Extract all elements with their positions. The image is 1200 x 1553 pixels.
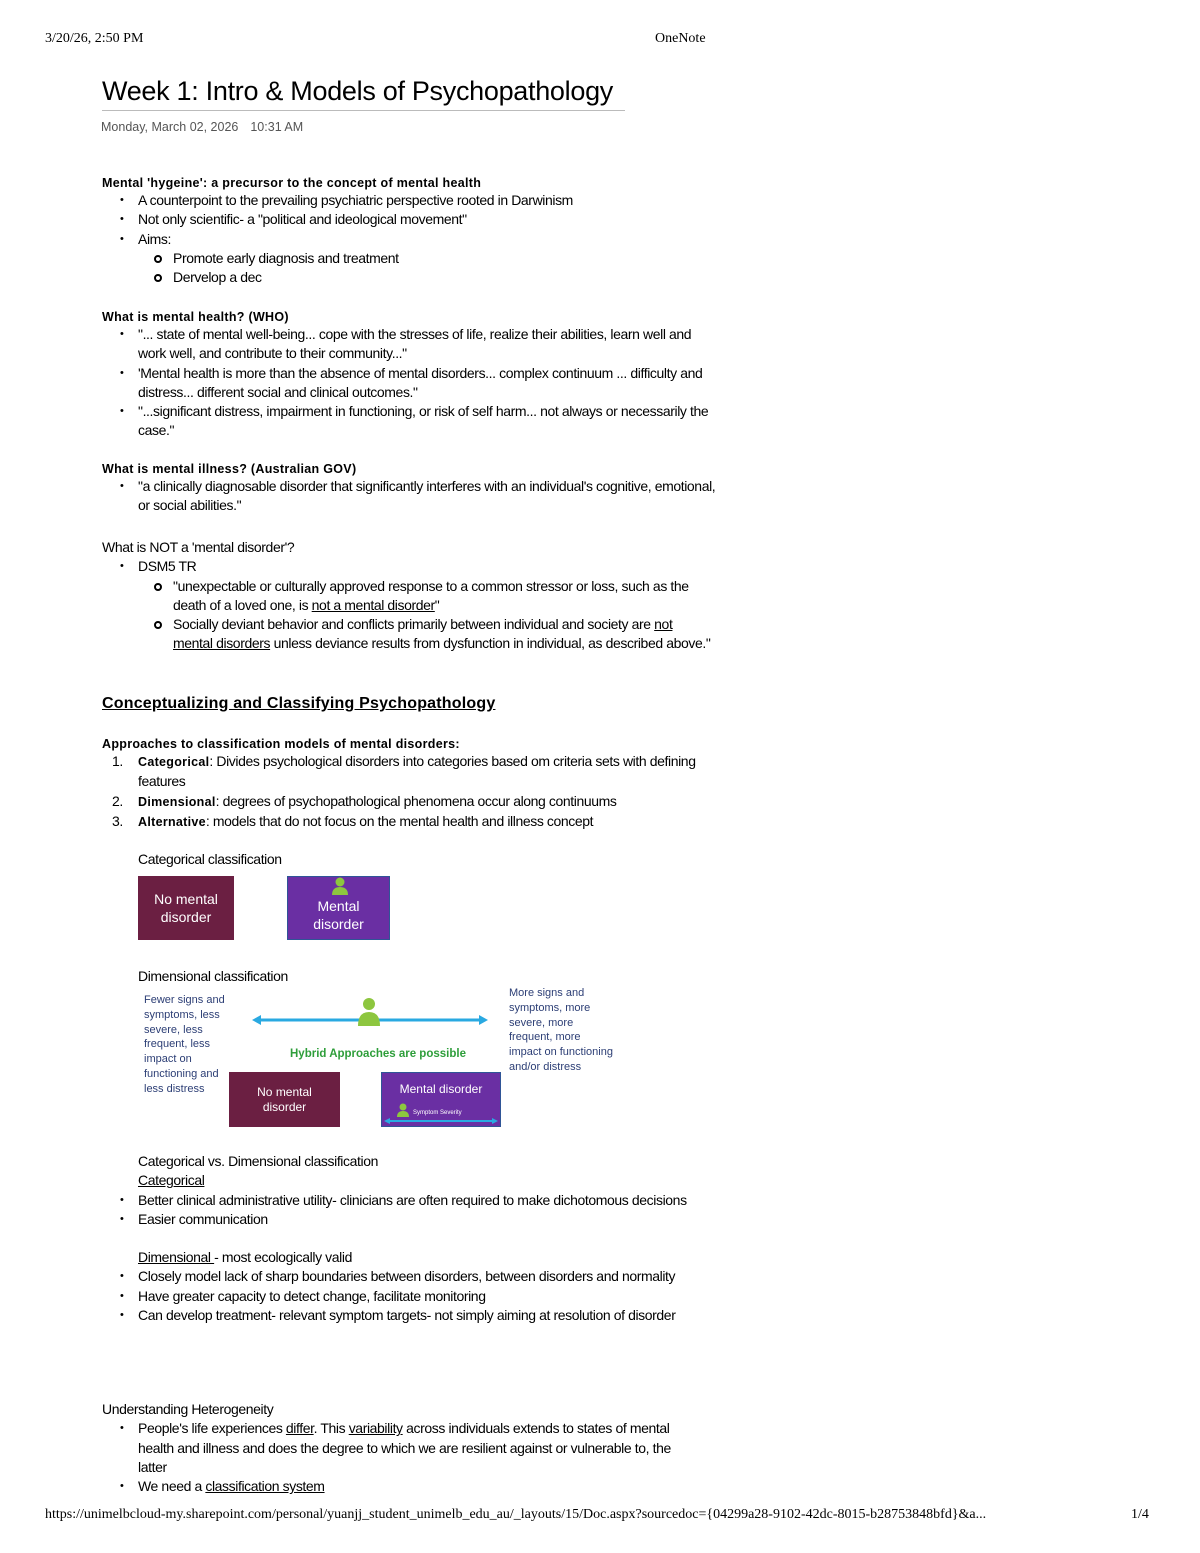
continuum-arrow-icon [250, 996, 490, 1032]
list-item: • "a clinically diagnosable disorder that significantly interferes with an individual's cognitive, emotional, or social abilities." [102, 477, 722, 516]
numbered-item [102, 752, 712, 792]
section-mental-health [102, 310, 712, 441]
subheading-categorical: Categorical [138, 1172, 205, 1189]
more-symptoms-text: More signs and symptoms, more severe, more frequent, more impact on functioning and/or distress [509, 987, 613, 1073]
underlined-text: variability [348, 1420, 403, 1437]
text-run: People's life experiences [138, 1420, 286, 1437]
section-heading-classifying: Conceptualizing and Classifying Psychopathology [102, 695, 496, 712]
text-run: We need a [138, 1478, 206, 1495]
underlined-text: not mental disorders [173, 616, 673, 652]
list-item [102, 1477, 702, 1496]
box-label: Mental disorder [313, 898, 364, 932]
text-run: " [434, 596, 440, 613]
person-icon [331, 877, 349, 895]
list-item: • "...significant distress, impairment in functioning, or risk of self harm... not always or necessarily the case." [102, 402, 712, 441]
section-approaches [102, 737, 712, 832]
item-desc: : models that do not focus on the mental health and illness concept [205, 812, 594, 829]
box-label: No mental disorder [257, 1084, 312, 1114]
list-item: • Aims: [102, 230, 722, 249]
underlined-text: Dimensional [138, 1249, 215, 1266]
section-hygiene [102, 176, 722, 287]
section-heading: Understanding Heterogeneity [102, 1401, 274, 1417]
section-comparison [102, 1152, 702, 1325]
item-desc: : degrees of psychopathological phenomena occur along continuums [215, 792, 617, 809]
sub-list-item [102, 615, 712, 654]
hybrid-label: Hybrid Approaches are possible [290, 1048, 466, 1060]
text-run: . This [313, 1420, 349, 1437]
figure-caption: Dimensional classification [138, 968, 288, 984]
title-divider [102, 110, 625, 111]
page-title[interactable]: Week 1: Intro & Models of Psychopathology [102, 76, 613, 106]
print-url: https://unimelbcloud-my.sharepoint.com/personal/yuanjj_student_unimelb_edu_au/_layouts/15/Doc.aspx?sourcedoc={04299a28-9102-42dc-8015-b28753848bfd}&a... [45, 1507, 987, 1522]
list-item: • DSM5 TR [102, 557, 712, 576]
section-heading: What is mental illness? (Australian GOV) [102, 462, 357, 476]
list-item [102, 1419, 702, 1477]
list-item: • Can develop treatment- relevant symptom targets- not simply aiming at resolution of disorder [102, 1306, 702, 1325]
item-number: 2. [112, 792, 123, 809]
mental-disorder-box [381, 1072, 501, 1127]
list-item: • "... state of mental well-being... cope with the stresses of life, realize their abilities, learn well and work well, and contribute to their community..." [102, 325, 712, 364]
item-desc: : Divides psychological disorders into categories based om criteria sets with defining features [138, 753, 696, 790]
section-heading: What is mental health? (WHO) [102, 310, 289, 324]
list-item: • Have greater capacity to detect change, facilitate monitoring [102, 1287, 702, 1306]
box-label: No mental disorder [154, 891, 218, 925]
section-mental-illness [102, 462, 722, 516]
section-heading: Approaches to classification models of mental disorders: [102, 737, 460, 751]
section-heading: Mental 'hygeine': a precursor to the concept of mental health [102, 176, 482, 190]
page-date [101, 120, 303, 134]
underlined-text: differ [285, 1420, 314, 1437]
text-run: - most ecologically valid [214, 1249, 352, 1266]
page-date-value: Monday, March 02, 2026 [101, 120, 239, 134]
item-number: 3. [112, 812, 123, 829]
severity-arrow-icon [384, 1117, 498, 1125]
sub-list-item [102, 577, 712, 616]
sub-list-item: Promote early diagnosis and treatment [102, 249, 722, 268]
list-item: • A counterpoint to the prevailing psychiatric perspective rooted in Darwinism [102, 191, 722, 210]
numbered-item [102, 792, 712, 812]
print-app-name: OneNote [655, 31, 706, 46]
section-not-disorder [102, 538, 712, 654]
print-datetime: 3/20/26, 2:50 PM [45, 31, 144, 46]
mental-disorder-box [287, 876, 390, 940]
section-heterogeneity [102, 1400, 702, 1496]
list-item: • Not only scientific- a "political and ideological movement" [102, 210, 722, 229]
fewer-symptoms-text: Fewer signs and symptoms, less severe, less frequent, less impact on functioning and less distress [144, 994, 225, 1095]
text-run: unless deviance results from dysfunction in individual, as described above." [270, 635, 711, 652]
sub-list-item: Dervelop a dec [102, 268, 722, 287]
box-label: Mental disorder [399, 1082, 483, 1096]
item-term: Alternative [138, 814, 206, 829]
text-run: across individuals extends to states of mental health and illness and does the degree to which we are resilient against or vulnerable to, the latter [138, 1420, 671, 1475]
severity-label: Symptom Severity [413, 1110, 462, 1116]
list-item: • Closely model lack of sharp boundaries between disorders, between disorders and normality [102, 1267, 702, 1286]
subheading-dimensional [102, 1248, 702, 1267]
item-term: Categorical [138, 755, 210, 769]
item-number: 1. [112, 753, 123, 769]
text-run: "unexpectable or culturally approved response to a common stressor or loss, such as the death of a loved one, is [173, 577, 689, 613]
list-item: • Better clinical administrative utility- clinicians are often required to make dichotomous decisions [102, 1191, 702, 1210]
no-mental-disorder-box [138, 876, 234, 940]
list-item: • 'Mental health is more than the absence of mental disorders... complex continuum ... difficulty and distress... different social and clinical outcomes." [102, 364, 712, 403]
print-page-number: 1/4 [1131, 1507, 1149, 1522]
no-mental-disorder-box [229, 1072, 340, 1127]
person-icon [396, 1103, 410, 1117]
text-run: Socially deviant behavior and conflicts primarily between individual and society are [173, 616, 655, 633]
item-term: Dimensional [138, 794, 216, 809]
section-heading: What is NOT a 'mental disorder'? [102, 539, 295, 555]
underlined-text: not a mental disorder [311, 596, 435, 613]
numbered-item [102, 812, 712, 832]
list-item: • Easier communication [102, 1210, 702, 1229]
figure-caption: Categorical classification [138, 851, 282, 867]
severity-indicator [396, 1103, 462, 1117]
page-time-value: 10:31 AM [250, 120, 304, 134]
underlined-text: classification system [205, 1478, 325, 1495]
section-heading: Categorical vs. Dimensional classification [138, 1153, 378, 1169]
